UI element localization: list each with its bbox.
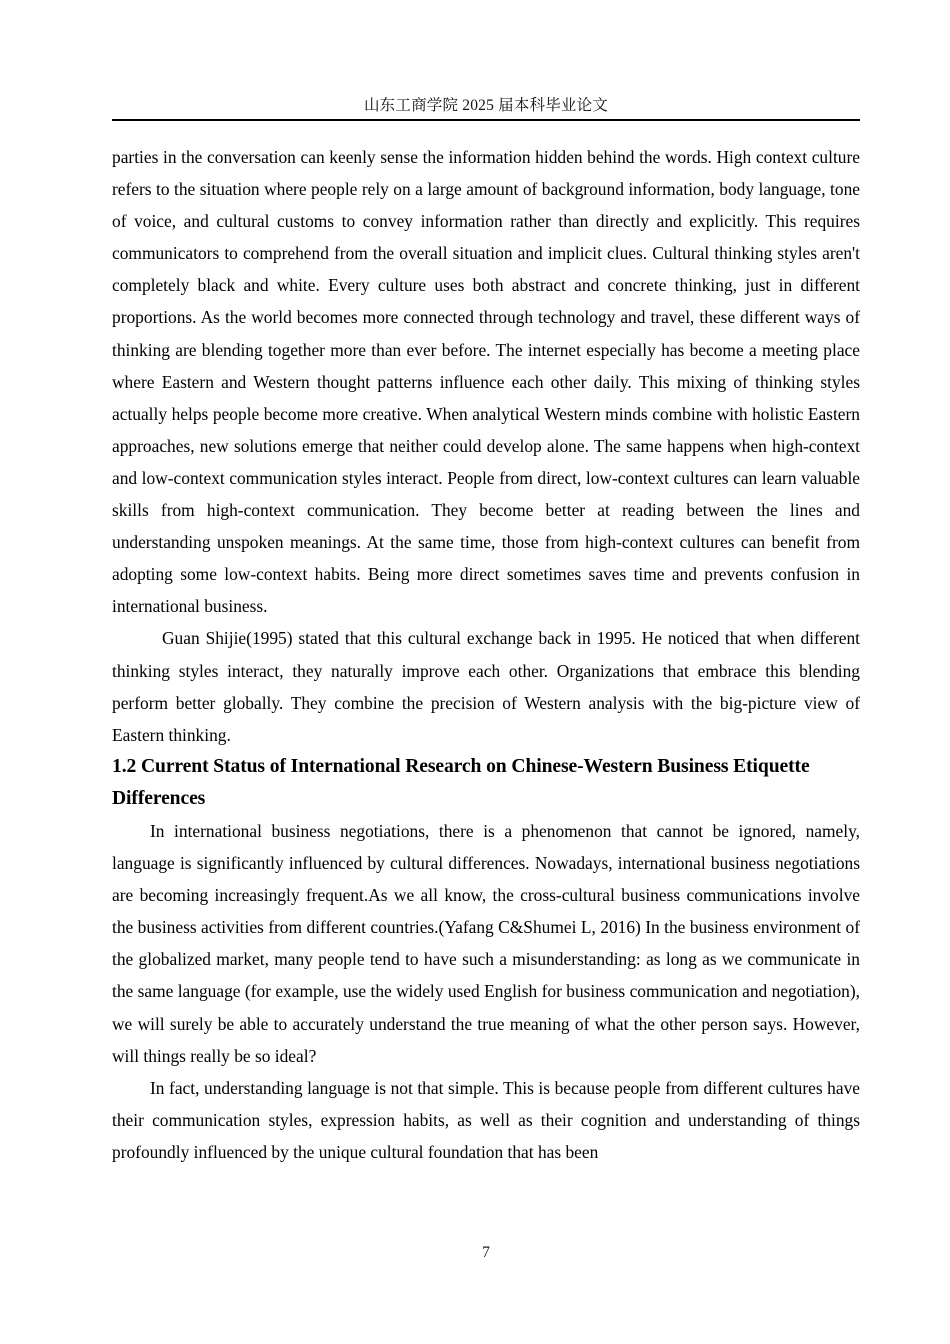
section-heading-1-2: 1.2 Current Status of International Research on Chinese-Western Business Etiquette Differences <box>112 755 810 809</box>
page-number: 7 <box>482 1244 490 1261</box>
header-divider <box>112 119 860 121</box>
body-paragraph-3: In international business negotiations, there is a phenomenon that cannot be ignored, namely, language is significantly influenced by cultural differences. Nowadays, international business negotiations are becoming increasingly frequent.As we all know, the cross-cultural business communications involve the business activities from different countries.(Yafang C&Shumei L, 2016) In the business environment of the globalized market, many people tend to have such a misunderstanding: as long as we communicate in the same language (for example, use the widely used English for business communication and negotiation), we will surely be able to accurately understand the true meaning of what the other person says. However, will things really be so ideal? <box>112 820 860 1066</box>
page-header <box>112 96 860 129</box>
body-paragraph-2: Guan Shijie(1995) stated that this cultural exchange back in 1995. He noticed that when different thinking styles interact, they naturally improve each other. Organizations that embrace this blending perform better globally. They combine the precision of Western analysis with the big-picture view of Eastern thinking. <box>112 628 860 745</box>
body-paragraph-1: parties in the conversation can keenly sense the information hidden behind the words. High context culture refers to the situation where people rely on a large amount of background information, body language, tone of voice, and cultural customs to convey information rather than directly and explicitly. This requires communicators to comprehend from the overall situation and implicit clues. Cultural thinking styles aren't completely black and white. Every culture uses both abstract and concrete thinking, just in different proportions. As the world becomes more connected through technology and travel, these different ways of thinking are blending together more than ever before. The internet especially has become a meeting place where Eastern and Western thought patterns influence each other daily. This mixing of thinking styles actually helps people become more creative. When analytical Western minds combine with holistic Eastern approaches, new solutions emerge that neither could develop alone. The same happens when high-context and low-context communication styles interact. People from direct, low-context cultures can learn valuable skills from high-context communication. They become better at reading between the lines and understanding unspoken meanings. At the same time, those from high-context cultures can benefit from adopting some low-context habits. Being more direct sometimes saves time and prevents confusion in international business. <box>112 147 860 617</box>
page-footer <box>112 1243 860 1263</box>
body-paragraph-4: In fact, understanding language is not that simple. This is because people from different cultures have their communication styles, expression habits, as well as their cognition and understanding of things profoundly influenced by the unique cultural foundation that has been <box>112 1077 860 1162</box>
page-body <box>112 141 860 1168</box>
header-title: 山东工商学院 2025 届本科毕业论文 <box>363 97 609 114</box>
